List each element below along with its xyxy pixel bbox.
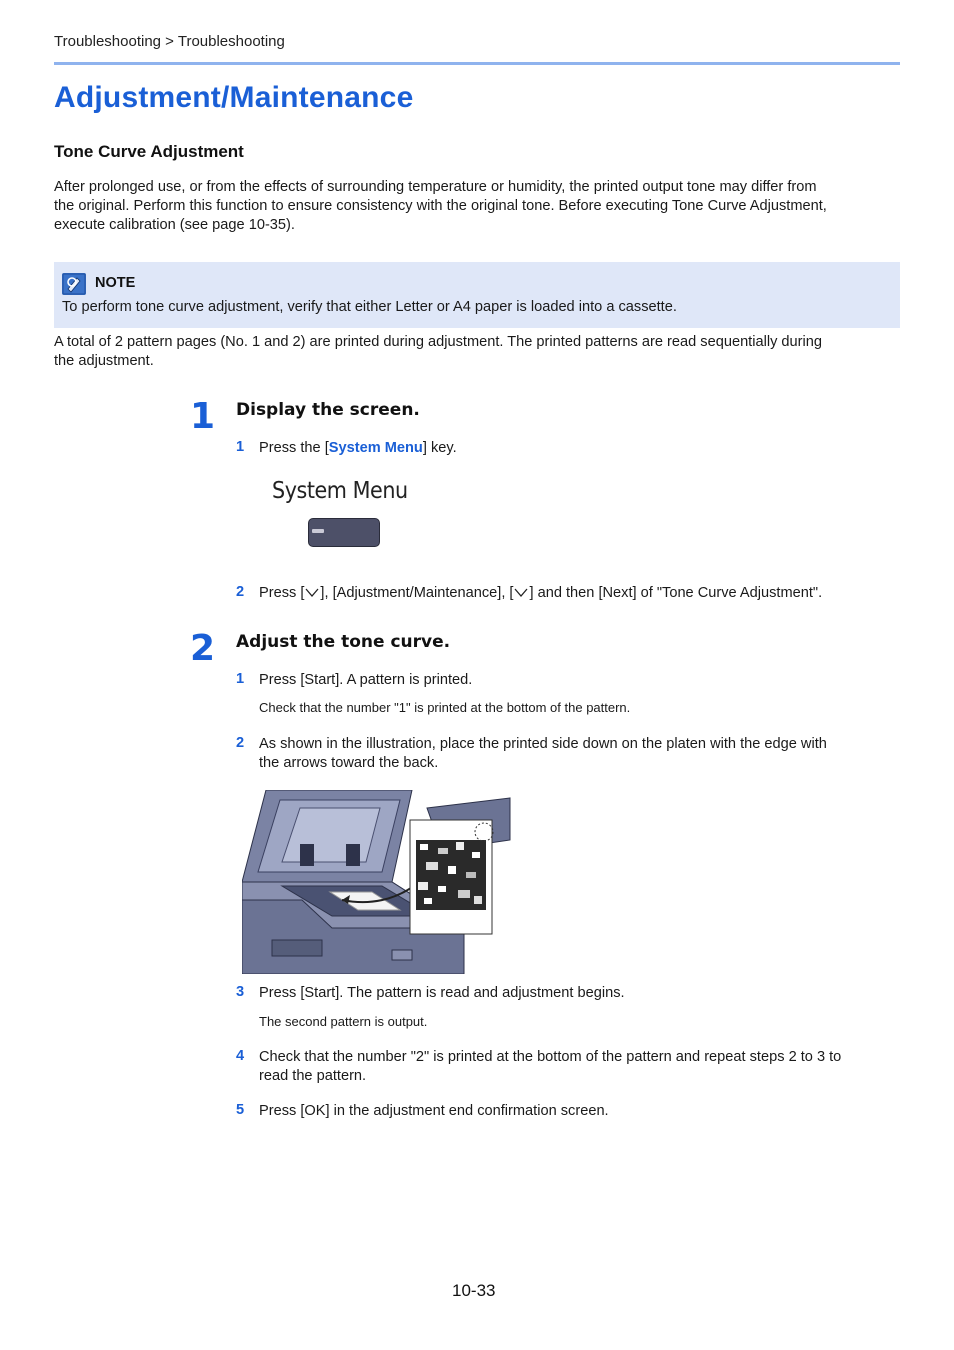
step-title: Adjust the tone curve. <box>236 632 451 652</box>
intro-line: After prolonged use, or from the effects of surrounding temperature or humidity, the printed output tone may differ from <box>54 179 817 195</box>
pattern-line: the adjustment. <box>54 353 154 369</box>
step-number: 1 <box>190 396 216 437</box>
substep-text: Check that the number "2" is printed at the bottom of the pattern and repeat steps 2 to 3 to read the pattern. <box>259 1049 842 1084</box>
note-text: To perform tone curve adjustment, verify that either Letter or A4 paper is loaded into a cassette. <box>62 299 677 315</box>
substep-number: 4 <box>236 1048 245 1064</box>
substep-number: 2 <box>236 735 245 751</box>
pattern-line: A total of 2 pattern pages (No. 1 and 2) are printed during adjustment. The printed patterns are read sequentially during <box>54 334 823 350</box>
note-label: NOTE <box>95 275 136 291</box>
substep-number: 3 <box>236 984 245 1000</box>
chevron-down-icon[interactable] <box>513 586 529 599</box>
substep-number: 5 <box>236 1102 245 1118</box>
note-icon <box>62 273 86 295</box>
substep-note: Check that the number "1" is printed at the bottom of the pattern. <box>259 700 631 715</box>
intro-line: execute calibration (see page 10-35). <box>54 217 295 233</box>
substep-text: Press [Start]. The pattern is read and adjustment begins. <box>259 985 625 1001</box>
key-indicator-icon <box>312 529 324 533</box>
system-menu-key-label: System Menu <box>272 478 408 504</box>
header-rule <box>54 62 900 65</box>
step-title: Display the screen. <box>236 400 420 420</box>
chevron-down-icon[interactable] <box>304 586 320 599</box>
substep-number: 1 <box>236 439 245 455</box>
intro-paragraph <box>54 178 902 235</box>
platen-illustration <box>242 790 512 974</box>
page-title: Adjustment/Maintenance <box>54 81 414 114</box>
substep-note: The second pattern is output. <box>259 1014 428 1029</box>
page-number: 10-33 <box>452 1281 496 1300</box>
step-number: 2 <box>190 628 216 669</box>
pattern-paragraph <box>54 333 902 371</box>
substep-number: 1 <box>236 671 245 687</box>
substep-text: Press [ ], [Adjustment/Maintenance], [ ] and then [Next] of "Tone Curve Adjustment". <box>259 585 823 601</box>
intro-line: the original. Perform this function to ensure consistency with the original tone. Before executing Tone Curve Adjustment, <box>54 198 827 214</box>
substep-text: Press [OK] in the adjustment end confirmation screen. <box>259 1103 609 1119</box>
substep-text: Press [Start]. A pattern is printed. <box>259 672 473 688</box>
substep-number: 2 <box>236 584 245 600</box>
substep-text: As shown in the illustration, place the printed side down on the platen with the edge with the arrows toward the back. <box>259 736 827 771</box>
substep-text: Press the [System Menu] key. <box>259 440 457 456</box>
breadcrumb[interactable]: Troubleshooting > Troubleshooting <box>54 33 285 50</box>
note-box <box>54 262 900 328</box>
section-title: Tone Curve Adjustment <box>54 142 244 161</box>
system-menu-link[interactable]: System Menu <box>328 440 423 456</box>
